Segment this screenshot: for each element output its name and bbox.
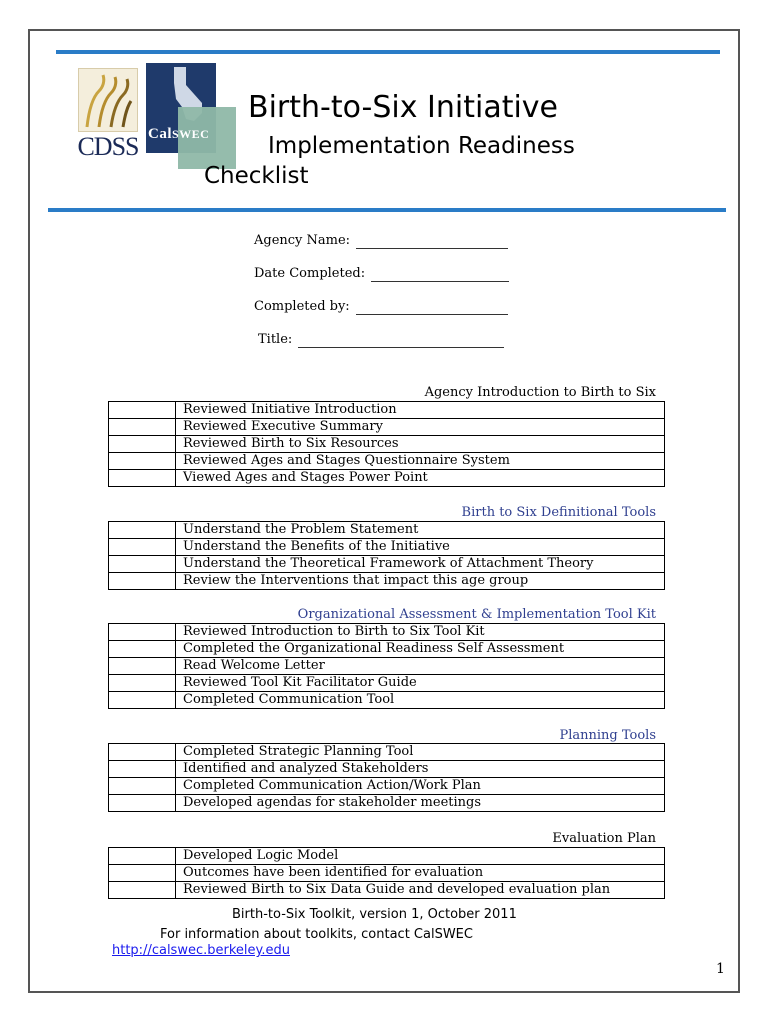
checklist-item: Developed Logic Model <box>176 848 665 865</box>
table-row <box>109 692 665 709</box>
section-title-evaluation-plan: Evaluation Plan <box>552 831 656 846</box>
checklist-item: Review the Interventions that impact this age group <box>176 573 665 590</box>
table-row <box>109 675 665 692</box>
checkbox-cell[interactable] <box>109 624 176 641</box>
section-title-planning-tools: Planning Tools <box>559 728 656 743</box>
table-row <box>109 744 665 761</box>
checklist-item: Developed agendas for stakeholder meetings <box>176 795 665 812</box>
checklist-org-assessment <box>108 623 665 709</box>
section-title-agency-intro: Agency Introduction to Birth to Six <box>424 385 656 400</box>
completed-by-label: Completed by: <box>254 299 350 314</box>
checklist-definitional-tools <box>108 521 665 590</box>
checkbox-cell[interactable] <box>109 419 176 436</box>
table-row <box>109 848 665 865</box>
table-row <box>109 556 665 573</box>
checkbox-cell[interactable] <box>109 453 176 470</box>
checklist-item: Reviewed Introduction to Birth to Six Tool Kit <box>176 624 665 641</box>
title-line[interactable] <box>298 347 504 348</box>
table-row <box>109 865 665 882</box>
table-row <box>109 761 665 778</box>
checklist-item: Understand the Problem Statement <box>176 522 665 539</box>
checklist-item: Viewed Ages and Stages Power Point <box>176 470 665 487</box>
checklist-item: Completed the Organizational Readiness Self Assessment <box>176 641 665 658</box>
checkbox-cell[interactable] <box>109 761 176 778</box>
document-page <box>28 29 740 993</box>
checklist-item: Understand the Benefits of the Initiative <box>176 539 665 556</box>
section-title-org-assessment: Organizational Assessment & Implementation Tool Kit <box>297 607 656 622</box>
checkbox-cell[interactable] <box>109 692 176 709</box>
checkbox-cell[interactable] <box>109 865 176 882</box>
section-title-definitional-tools: Birth to Six Definitional Tools <box>461 505 656 520</box>
checklist-item: Reviewed Ages and Stages Questionnaire System <box>176 453 665 470</box>
calswec-link[interactable]: http://calswec.berkeley.edu <box>112 943 290 958</box>
checklist-item: Completed Communication Action/Work Plan <box>176 778 665 795</box>
footer-contact: For information about toolkits, contact CalSWEC <box>160 927 473 942</box>
checkbox-cell[interactable] <box>109 882 176 899</box>
cdss-wordmark: CDSS <box>77 132 139 161</box>
checkbox-cell[interactable] <box>109 556 176 573</box>
checkbox-cell[interactable] <box>109 539 176 556</box>
table-row <box>109 522 665 539</box>
checklist-item: Completed Communication Tool <box>176 692 665 709</box>
faces-icon <box>78 68 138 132</box>
table-row <box>109 419 665 436</box>
footer-link-wrap <box>112 943 290 959</box>
agency-name-field[interactable] <box>254 233 508 249</box>
date-completed-field[interactable] <box>254 266 509 282</box>
checklist-item: Completed Strategic Planning Tool <box>176 744 665 761</box>
top-divider <box>56 50 720 54</box>
date-completed-line[interactable] <box>371 281 509 282</box>
checklist-agency-intro <box>108 401 665 487</box>
checklist-item: Reviewed Executive Summary <box>176 419 665 436</box>
title-field[interactable] <box>258 332 504 348</box>
checkbox-cell[interactable] <box>109 675 176 692</box>
table-row <box>109 539 665 556</box>
checkbox-cell[interactable] <box>109 658 176 675</box>
checklist-item: Read Welcome Letter <box>176 658 665 675</box>
table-row <box>109 453 665 470</box>
table-row <box>109 882 665 899</box>
checkbox-cell[interactable] <box>109 436 176 453</box>
table-row <box>109 436 665 453</box>
checklist-item: Reviewed Tool Kit Facilitator Guide <box>176 675 665 692</box>
date-completed-label: Date Completed: <box>254 266 366 281</box>
page-title: Birth-to-Six Initiative <box>248 90 559 125</box>
table-row <box>109 624 665 641</box>
agency-name-line[interactable] <box>356 248 508 249</box>
table-row <box>109 470 665 487</box>
table-row <box>109 573 665 590</box>
checklist-item: Reviewed Birth to Six Data Guide and developed evaluation plan <box>176 882 665 899</box>
page-subtitle: Implementation Readiness Checklist <box>204 133 575 189</box>
checkbox-cell[interactable] <box>109 402 176 419</box>
checkbox-cell[interactable] <box>109 744 176 761</box>
table-row <box>109 402 665 419</box>
table-row <box>109 641 665 658</box>
cdss-logo <box>76 68 140 164</box>
table-row <box>109 795 665 812</box>
checklist-item: Understand the Theoretical Framework of Attachment Theory <box>176 556 665 573</box>
completed-by-line[interactable] <box>356 314 508 315</box>
checkbox-cell[interactable] <box>109 522 176 539</box>
title-label: Title: <box>258 332 293 347</box>
checkbox-cell[interactable] <box>109 641 176 658</box>
table-row <box>109 658 665 675</box>
checkbox-cell[interactable] <box>109 795 176 812</box>
calswec-wordmark: CalSWEC <box>148 126 210 142</box>
checkbox-cell[interactable] <box>109 470 176 487</box>
page-number: 1 <box>716 961 725 977</box>
checkbox-cell[interactable] <box>109 848 176 865</box>
checkbox-cell[interactable] <box>109 573 176 590</box>
checklist-item: Reviewed Initiative Introduction <box>176 402 665 419</box>
checklist-item: Outcomes have been identified for evaluation <box>176 865 665 882</box>
checklist-item: Identified and analyzed Stakeholders <box>176 761 665 778</box>
completed-by-field[interactable] <box>254 299 508 315</box>
checklist-evaluation-plan <box>108 847 665 899</box>
table-row <box>109 778 665 795</box>
footer-version: Birth-to-Six Toolkit, version 1, October 2011 <box>232 907 517 922</box>
checkbox-cell[interactable] <box>109 778 176 795</box>
header-divider <box>48 208 726 212</box>
checklist-item: Reviewed Birth to Six Resources <box>176 436 665 453</box>
agency-name-label: Agency Name: <box>254 233 351 248</box>
checklist-planning-tools <box>108 743 665 812</box>
